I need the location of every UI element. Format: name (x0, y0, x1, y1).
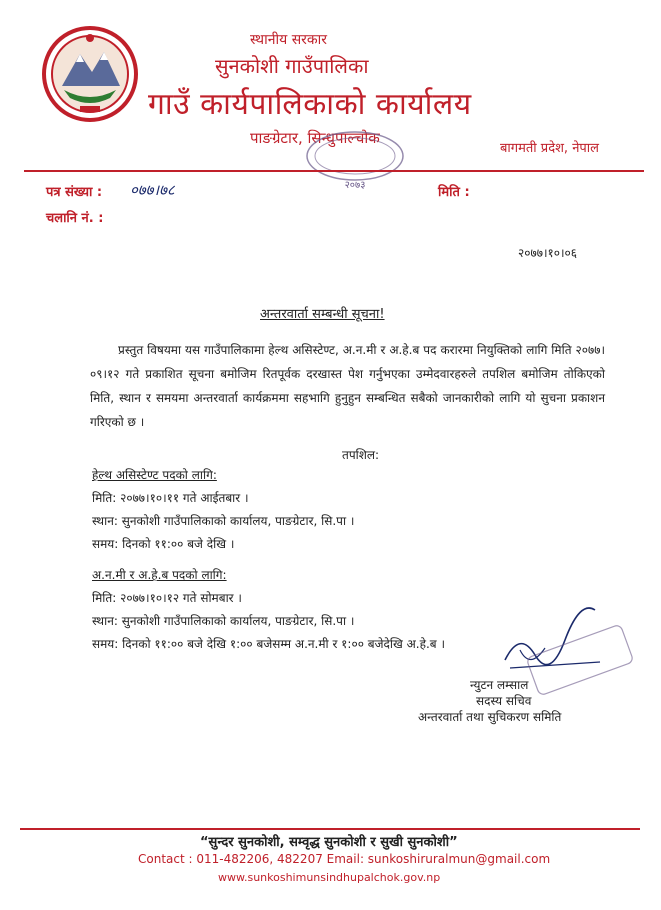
signatory-role: सदस्य सचिव (476, 694, 532, 708)
header-line-municipality: सुनकोशी गाउँपालिका (215, 54, 369, 78)
section-title: अ.न.मी र अ.हे.ब पदको लागि: (92, 568, 227, 582)
tapsil-heading: तपशिल: (342, 448, 380, 462)
section-health-assistant (92, 466, 354, 552)
section-time: समय: दिनको ११:०० बजे देखि । (92, 537, 235, 551)
footer-website[interactable]: www.sunkoshimunsindhupalchok.gov.np (218, 871, 441, 884)
signatory-stamp (520, 620, 640, 700)
footer-contact: Contact : 011-482206, 482207 Email: sunkoshiruralmun@gmail.com (138, 852, 551, 866)
patra-sankhya-value: ०७७।७८ (130, 181, 175, 199)
section-place: स्थान: सुनकोशी गाउँपालिकाको कार्यालय, पाङग्रेटार, सि.पा । (92, 514, 355, 528)
header-province: बागमती प्रदेश, नेपाल (500, 141, 599, 156)
miti-label: मिति : (438, 185, 470, 200)
patra-sankhya-label: पत्र संख्या : (46, 185, 103, 200)
stamp-year: २०७३ (344, 180, 366, 191)
letter-body-text: प्रस्तुत विषयमा यस गाउँपालिकामा हेल्थ असिस्टेण्ट, अ.न.मी र अ.हे.ब पद करारमा नियुक्तिको लागि मिति २०७७।०९।१२ गते प्रकाशित सूचना बमोजिम रितपूर्वक दरखास्त पेश गर्नुभएका उम्मेदवारहरुले तपशिल बमोजिम तोकिएको मिति, स्थान र समयमा अन्तरवार्ता कार्यक्रममा सहभागि हुनुहुन सम्बन्धित सबैको जानकारीको लागि यो सुचना प्रकाशन गरिएको छ । (90, 343, 605, 429)
letter-date: २०७७।१०।०६ (518, 246, 578, 260)
nepal-emblem-logo (40, 24, 140, 124)
header-line-office: गाउँ कार्यपालिकाको कार्यालय (148, 87, 472, 122)
header-divider (24, 170, 644, 172)
letter-body (90, 338, 605, 434)
office-stamp (300, 126, 410, 192)
section-anm-aheb (92, 566, 445, 652)
signatory-name: न्युटन लम्साल (470, 678, 529, 692)
letter-subject: अन्तरवार्ता सम्बन्धी सूचना! (260, 307, 385, 322)
footer-slogan: “सुन्दर सुनकोशी, सम्वृद्ध सुनकोशी र सुखी सुनकोशी” (200, 835, 458, 850)
section-place: स्थान: सुनकोशी गाउँपालिकाको कार्यालय, पाङग्रेटार, सि.पा । (92, 614, 355, 628)
section-title: हेल्थ असिस्टेण्ट पदको लागि: (92, 468, 217, 482)
footer-divider (20, 828, 640, 830)
chalani-label: चलानि नं. : (46, 211, 104, 226)
header-line-local-gov: स्थानीय सरकार (250, 32, 327, 48)
signatory-committee: अन्तरवार्ता तथा सुचिकरण समिति (418, 710, 562, 724)
section-date: मिति: २०७७।१०।१२ गते सोमबार । (92, 591, 242, 605)
section-date: मिति: २०७७।१०।११ गते आईतबार । (92, 491, 249, 505)
header-line-address: पाङग्रेटार, सिन्धुपाल्चोक (250, 129, 380, 147)
section-time: समय: दिनको ११:०० बजे देखि १:०० बजेसम्म अ.न.मी र १:०० बजेदेखि अ.हे.ब । (92, 637, 446, 651)
